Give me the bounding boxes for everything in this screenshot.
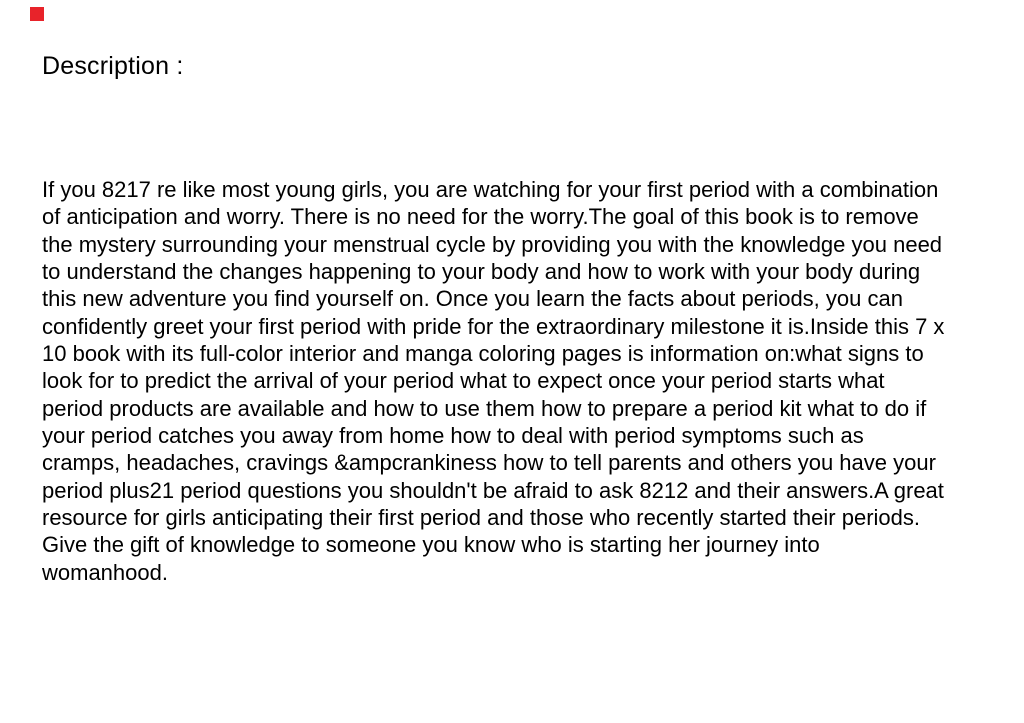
description-line: Give the gift of knowledge to someone you know who is starting her journey into (42, 532, 820, 558)
description-line: 10 book with its full-color interior and manga coloring pages is information on:what signs to (42, 341, 924, 367)
description-paragraph (42, 176, 1002, 586)
red-corner-square-decoration (30, 7, 44, 21)
description-line: confidently greet your first period with pride for the extraordinary milestone it is.Inside this 7 x (42, 313, 945, 339)
description-line: this new adventure you find yourself on. Once you learn the facts about periods, you can (42, 286, 903, 312)
description-line: period products are available and how to use them how to prepare a period kit what to do if (42, 395, 927, 421)
description-line: of anticipation and worry. There is no need for the worry.The goal of this book is to remove (42, 204, 919, 230)
description-line: womanhood. (42, 559, 168, 585)
description-line: period plus21 period questions you shouldn't be afraid to ask 8212 and their answers.A great (42, 477, 944, 503)
description-line: If you 8217 re like most young girls, you are watching for your first period with a combination (42, 177, 939, 202)
description-line: cramps, headaches, cravings &ampcrankiness how to tell parents and others you have your (42, 450, 936, 476)
description-line: your period catches you away from home how to deal with period symptoms such as (42, 423, 864, 449)
description-line: look for to predict the arrival of your period what to expect once your period starts what (42, 368, 885, 394)
description-line: to understand the changes happening to your body and how to work with your body during (42, 259, 921, 285)
description-line: the mystery surrounding your menstrual cycle by providing you with the knowledge you need (42, 231, 943, 257)
description-heading: Description : (42, 52, 184, 80)
description-line: resource for girls anticipating their first period and those who recently started their periods. (42, 505, 920, 531)
